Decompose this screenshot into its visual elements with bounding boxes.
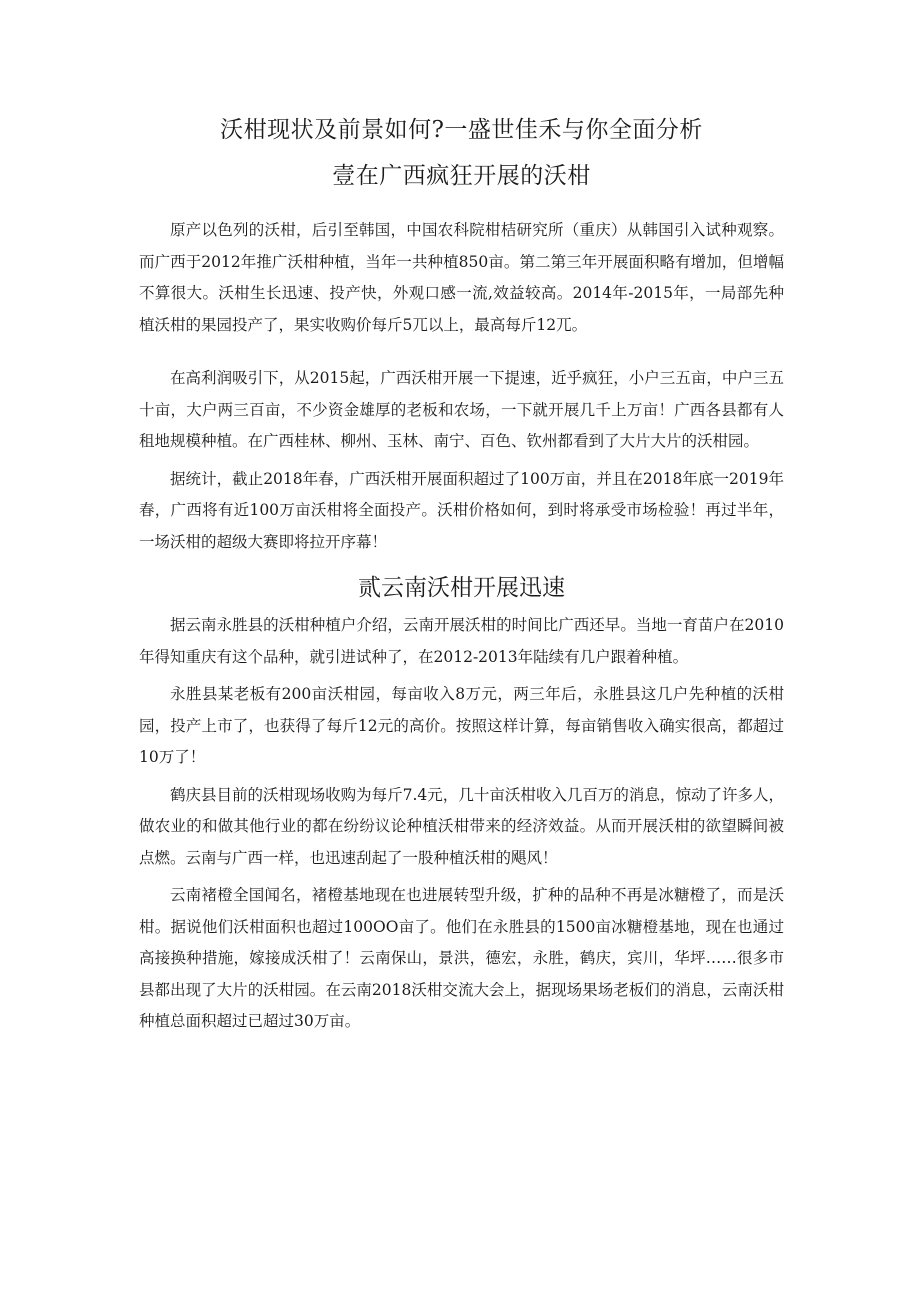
paragraph: 据统计，截止2018年春，广西沃柑开展面积超过了100万亩，并且在2018年底一2019年春，广西将有近100万亩沃柑将全面投产。沃柑价格如何，到时将承受市场检验！再过半年，一场沃柑的超级大赛即将拉开序幕！ [139,469,784,551]
paragraph: 永胜县某老板有200亩沃柑园，每亩收入8万元，两三年后，永胜县这几户先种植的沃柑园，投产上市了，也获得了每斤12元的高价。按照这样计算，每亩销售收入确实很高，都超过10万了！ [139,685,784,766]
paragraph: 鹤庆县目前的沃柑现场收购为每斤7.4元，几十亩沃柑收入几百万的消息，惊动了许多人，做农业的和做其他行业的都在纷纷议论种植沃柑带来的经济效益。从而开展沃柑的欲望瞬间被点燃。云南与广西一样，也迅速刮起了一股种植沃柑的飓风！ [139,785,784,867]
section-heading-yunnan: 贰云南沃柑开展迅速 [358,575,565,601]
section-heading-guangxi: 壹在广西疯狂开展的沃柑 [332,163,591,189]
paragraph: 原产以色列的沃柑，后引至韩国，中国农科院柑桔研究所（重庆）从韩国引入试种观察。而广西于2012年推广沃柑种植，当年一共种植850亩。第二第三年开展面积略有增加，但增幅不算很大。沃柑生长迅速、投产快，外观口感一流,效益较高。2014年-2015年，一局部先种植沃柑的果园投产了，果实收购价每斤5兀以上，最高每斤12兀。 [139,221,784,334]
paragraph: 云南褚橙全国闻名，褚橙基地现在也进展转型升级，扩种的品种不再是冰糖橙了，而是沃柑。据说他们沃柑面积也超过100OO亩了。他们在永胜县的1500亩冰糖橙基地，现在也通过高接换种措施，嫁接成沃柑了！云南保山，景洪，德宏，永胜，鹤庆，宾川，华坪……很多市县都出现了大片的沃柑园。在云南2018沃柑交流大会上，据现场果场老板们的消息，云南沃柑种植总面积超过已超过30万亩。 [139,886,784,1030]
document-title: 沃柑现状及前景如何?一盛世佳禾与你全面分析 [220,117,703,143]
paragraph: 在高利润吸引下，从2015起，广西沃柑开展一下提速，近乎疯狂，小户三五亩，中户三五十亩，大户两三百亩，不少资金雄厚的老板和农场，一下就开展几千上万亩！广西各县都有人租地规模种植。在广西桂林、柳州、玉林、南宁、百色、钦州都看到了大片大片的沃柑园。 [139,369,784,450]
paragraph: 据云南永胜县的沃柑种植户介绍，云南开展沃柑的时间比广西还早。当地一育苗户在2010年得知重庆有这个品种，就引进试种了，在2012-2013年陆续有几户跟着种植。 [139,616,784,666]
document-body [139,113,784,1038]
